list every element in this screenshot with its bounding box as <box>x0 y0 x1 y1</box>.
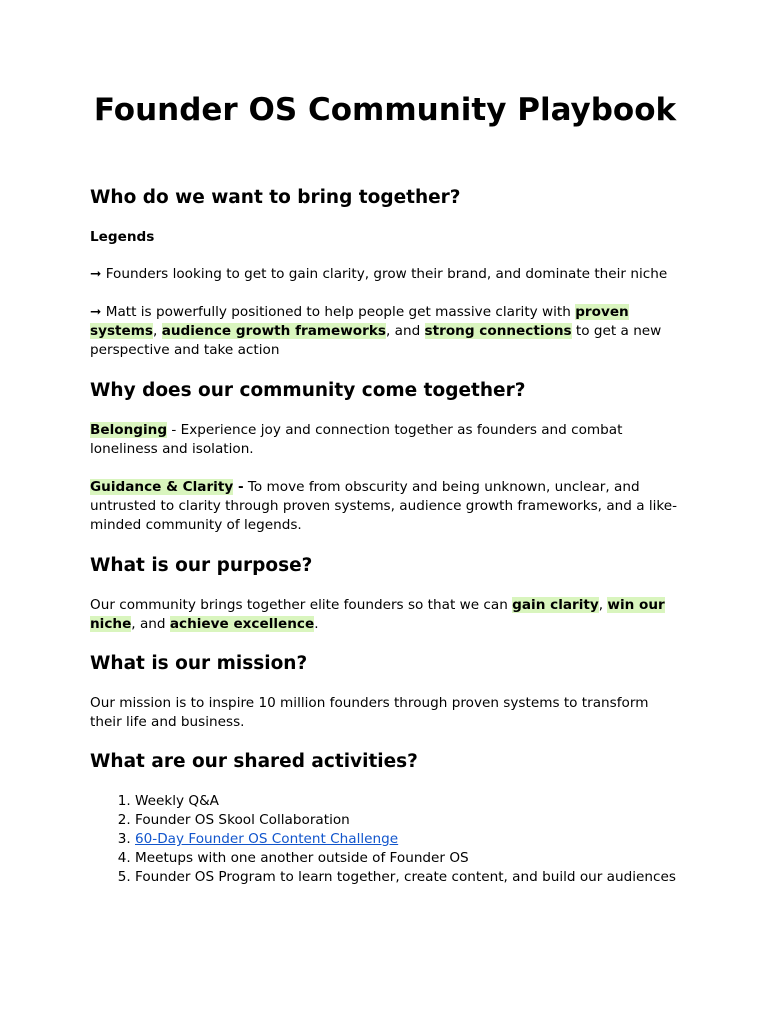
list-item: 5. Founder OS Program to learn together, create content, and build our audiences <box>135 868 685 887</box>
bullet-founders-text: Founders looking to get to gain clarity, grow their brand, and dominate their niche <box>105 266 668 282</box>
bullet-matt-text-b: , <box>153 323 162 339</box>
list-item: 1. Weekly Q&A <box>135 792 685 811</box>
heading-purpose: What is our purpose? <box>90 555 313 576</box>
highlight-win-niche: win our niche <box>90 597 665 632</box>
heading-activities: What are our shared activities? <box>90 751 418 772</box>
arrow-icon: ➞ <box>90 304 102 320</box>
belonging-paragraph <box>90 421 690 459</box>
highlight-audience-growth: audience growth frameworks <box>161 323 386 339</box>
guidance-paragraph <box>90 478 690 535</box>
bullet-matt-text-a: Matt is powerfully positioned to help people get massive clarity with <box>105 304 576 320</box>
list-item <box>135 830 685 849</box>
bullet-matt <box>90 303 690 360</box>
purpose-paragraph <box>90 596 680 634</box>
content-challenge-link[interactable]: 60-Day Founder OS Content Challenge <box>135 831 399 847</box>
purpose-text-a: Our community brings together elite founders so that we can <box>90 597 513 613</box>
highlight-achieve-excellence: achieve excellence <box>169 616 315 632</box>
guidance-label: Guidance & Clarity <box>90 479 234 495</box>
heading-who: Who do we want to bring together? <box>90 187 461 208</box>
belonging-text: - Experience joy and connection together as founders and combat loneliness and isolation. <box>90 422 623 457</box>
highlight-proven-systems: proven systems <box>90 304 629 339</box>
purpose-text-d: . <box>314 616 319 632</box>
heading-why: Why does our community come together? <box>90 380 526 401</box>
bullet-matt-text-c: , and <box>385 323 425 339</box>
legends-label: Legends <box>90 229 155 245</box>
purpose-text-c: , and <box>131 616 170 632</box>
bullet-founders <box>90 265 690 284</box>
highlight-gain-clarity: gain clarity <box>512 597 599 613</box>
mission-paragraph: Our mission is to inspire 10 million founders through proven systems to transform their life and business. <box>90 695 649 730</box>
page-title: Founder OS Community Playbook <box>93 92 677 128</box>
list-item: 2. Founder OS Skool Collaboration <box>135 811 685 830</box>
heading-mission: What is our mission? <box>90 653 308 674</box>
guidance-text: To move from obscurity and being unknown, unclear, and untrusted to clarity through proven systems, audience growth frameworks, and a like-minded community of legends. <box>90 479 678 533</box>
arrow-icon: ➞ <box>90 266 102 282</box>
bullet-matt-text-d: to get a new perspective and take action <box>90 323 662 358</box>
belonging-label: Belonging <box>90 422 168 438</box>
guidance-dash: - <box>233 479 244 495</box>
activities-list <box>90 792 685 887</box>
purpose-text-b: , <box>598 597 608 613</box>
list-item: 4. Meetups with one another outside of Founder OS <box>135 849 685 868</box>
highlight-strong-connections: strong connections <box>424 323 572 339</box>
